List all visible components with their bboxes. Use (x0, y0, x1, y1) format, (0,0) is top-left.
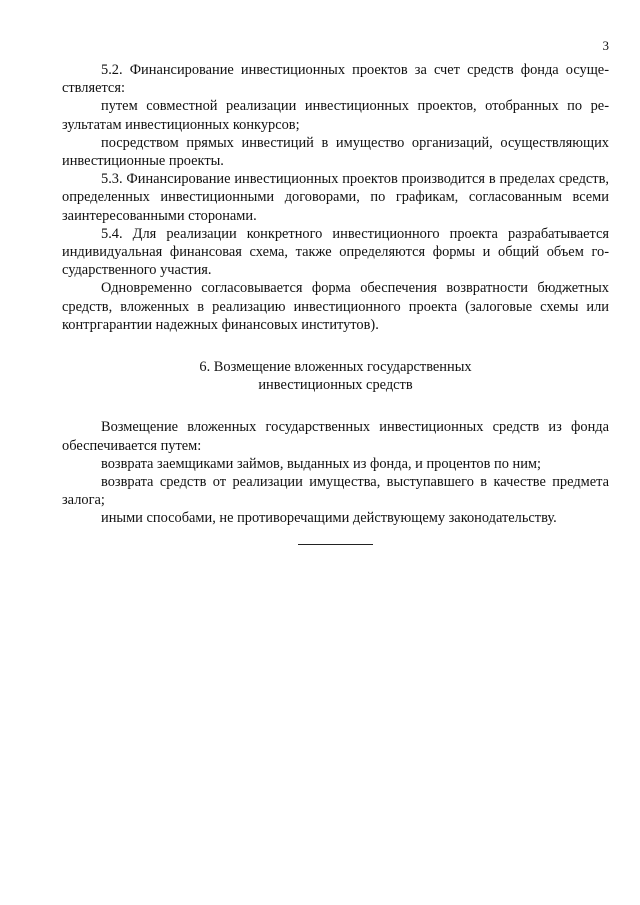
paragraph-5-3: 5.3. Финансирование инвестиционных проектов производится в пределах средств, определенных инвестиционными договорами, по графикам, согласованным всеми заинтересованными сторонами. (62, 171, 609, 224)
section-heading-line-1: 6. Возмещение вложенных государственных (199, 359, 472, 376)
paragraph-loan-return: возврата заемщиками займов, выданных из фонда, и процентов по ним; (101, 455, 542, 472)
paragraph-other-methods: иными способами, не противоречащими действующему законодательству. (101, 510, 557, 527)
section-heading-line-2: инвестиционных средств (258, 377, 413, 394)
section-6-heading (62, 358, 609, 394)
paragraph-joint-implementation: путем совместной реализации инвестиционных проектов, отобранных по результатам инвестиционных конкурсов; (62, 98, 609, 133)
paragraph-direct-investments: посредством прямых инвестиций в имущество организаций, осуществляющих инвестиционные проекты. (62, 134, 609, 170)
page-number: 3 (602, 38, 609, 53)
paragraph-5-4: 5.4. Для реализации конкретного инвестиционного проекта разрабатывается индивидуальная финансовая схема, также определяются формы и общий объем государственного участия. (62, 225, 609, 279)
paragraph-reimbursement-intro: Возмещение вложенных государственных инвестиционных средств из фонда обеспечивается путем: (62, 419, 609, 454)
end-of-document-rule (298, 544, 373, 545)
paragraph-collateral-sale: возврата средств от реализации имущества, выступавшего в качестве предмета залога; (62, 474, 609, 509)
paragraph-5-2: 5.2. Финансирование инвестиционных проектов за счет средств фонда осуществляется: (62, 62, 609, 97)
document-body (62, 61, 609, 528)
paragraph-return-guarantee: Одновременно согласовывается форма обеспечения возвратности бюджетных средств, вложенных в реализацию инвестиционного проекта (залоговые схемы или контргарантии надежных финансовых институтов). (62, 280, 609, 333)
